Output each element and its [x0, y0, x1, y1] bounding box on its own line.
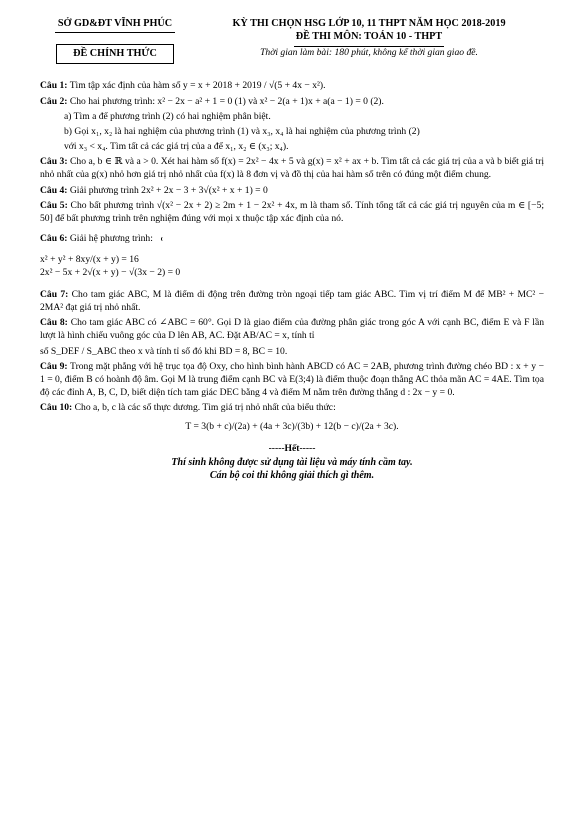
expression-T: T = 3(b + c)/(2a) + (4a + 3c)/(3b) + 12(b − c)/(2a + 3c).: [185, 420, 399, 432]
question-2a: a) Tìm a để phương trình (2) có hai nghiệm phân biệt.: [64, 111, 271, 123]
footer-note-2: Cán bộ coi thi không giải thích gì thêm.: [209, 470, 375, 482]
question-text: Cho tam giác ABC, M là điểm di động trên đường tròn ngoại tiếp tam giác ABC. Tìm vị trí điểm M để MB² + MC² − 2MA² đạt giá trị nhỏ nhất.: [40, 289, 545, 313]
question-7: [40, 289, 544, 314]
official-label: ĐỀ CHÍNH THỨC: [56, 44, 174, 63]
question-2b-cont: với x₃ < x₄. Tìm tất cả các giá trị của a để x₁, x₂ ∈ (x₃; x₄).: [64, 140, 289, 152]
question-label: Câu 3:: [40, 156, 68, 168]
question-label: Câu 10:: [40, 402, 73, 414]
question-9: [40, 361, 544, 399]
equation-2: 2x² − 5x + 2√(x + y) − √(3x − 2) = 0: [40, 266, 181, 278]
header: [40, 14, 544, 64]
question-label: Câu 6:: [40, 233, 68, 245]
question-2b: b) Gọi x₁, x₂ là hai nghiệm của phương trình (1) và x₃, x₄ là hai nghiệm của phương trình (2): [64, 125, 420, 137]
question-2: [40, 96, 544, 109]
end-marker: -----Hết-----: [268, 443, 316, 455]
question-3: [40, 156, 544, 181]
question-text: Giải phương trình 2x² + 2x − 3 + 3√(x² + x + 1) = 0: [69, 184, 268, 196]
question-text: Trong mặt phẳng với hệ trục tọa độ Oxy, cho hình bình hành ABCD có AC = 2AB, phương trình đường chéo BD : x + y − 1 = 0, điểm B có hoành độ âm. Gọi M là trung điểm cạnh BC và E(3;4) là điểm thuộc đoạn thẳng AC thỏa mãn AC = 4AE. Tìm tọa độ các đỉnh A, B, C, D, biết diện tích tam giác DEC bằng 4 và điểm M nằm trên đường thẳng d : 2x − y = 0.: [40, 361, 544, 398]
question-label: Câu 2:: [40, 95, 68, 107]
questions: [40, 80, 544, 434]
question-label: Câu 4:: [40, 184, 68, 196]
question-label: Câu 8:: [40, 317, 68, 329]
exam-title: KỲ THI CHỌN HSG LỚP 10, 11 THPT NĂM HỌC 2018-2019: [232, 18, 506, 29]
question-label: Câu 1:: [40, 79, 68, 91]
question-label: Câu 7:: [40, 289, 69, 301]
question-5: [40, 200, 544, 225]
question-8-cont: số S_DEF / S_ABC theo x và tính tỉ số đó khi BD = 8, BC = 10.: [40, 345, 288, 357]
question-text: Giải hệ phương trình:: [69, 233, 153, 245]
question-text: Cho bất phương trình √(x² − 2x + 2) ≥ 2m + 1 − 2x² + 4x, m là tham số. Tính tổng tất cả các giá trị nguyên của m ∈ [−5; 50] để bất phương trình trên nghiệm đúng với mọi x thuộc tập xác định của nó.: [40, 200, 544, 224]
time-note: Thời gian làm bài: 180 phút, không kể thời gian giao đề.: [260, 46, 478, 58]
header-rule: [55, 32, 175, 33]
equation-1: x² + y² + 8xy/(x + y) = 16: [40, 254, 139, 266]
header-left: [40, 14, 190, 64]
question-8: [40, 317, 544, 342]
question-text: Cho a, b ∈ ℝ và a > 0. Xét hai hàm số f(x) = 2x² − 4x + 5 và g(x) = x² + ax + b. Tìm tất cả các giá trị của a và b biết giá trị nhỏ nhất của g(x) nhỏ hơn giá trị nhỏ nhất của f(x) là 8 đơn vị và đồ thị của hai hàm số trên có đúng một điểm chung.: [40, 156, 544, 180]
question-text: Tìm tập xác định của hàm số y = x + 2018 + 2019 / √(5 + 4x − x²).: [69, 79, 326, 91]
question-1: [40, 80, 544, 93]
equation-system: [161, 237, 168, 241]
question-label: Câu 5:: [40, 200, 68, 212]
footer-note-1: Thí sinh không được sử dụng tài liệu và máy tính cầm tay.: [171, 456, 413, 468]
question-label: Câu 9:: [40, 361, 68, 373]
question-4: [40, 185, 544, 198]
question-text: Cho a, b, c là các số thực dương. Tìm giá trị nhỏ nhất của biểu thức:: [74, 402, 336, 414]
department-name: SỞ GD&ĐT VĨNH PHÚC: [57, 18, 173, 29]
question-10: [40, 402, 544, 415]
footer: [40, 443, 544, 482]
header-right: [194, 14, 544, 64]
question-text: Cho tam giác ABC có ∠ABC = 60°. Gọi D là giao điểm của đường phân giác trong góc A với cạnh BC, điểm E và F lần lượt là hình chiếu vuông góc của D lên AB, AC. Đặt AB/AC = x, tính tỉ: [40, 317, 544, 341]
exam-subject: ĐỀ THI MÔN: TOÁN 10 - THPT: [295, 31, 443, 43]
question-6: [40, 233, 544, 246]
question-text: Cho hai phương trình: x² − 2x − a² + 1 = 0 (1) và x² − 2(a + 1)x + a(a − 1) = 0 (2).: [69, 95, 384, 107]
